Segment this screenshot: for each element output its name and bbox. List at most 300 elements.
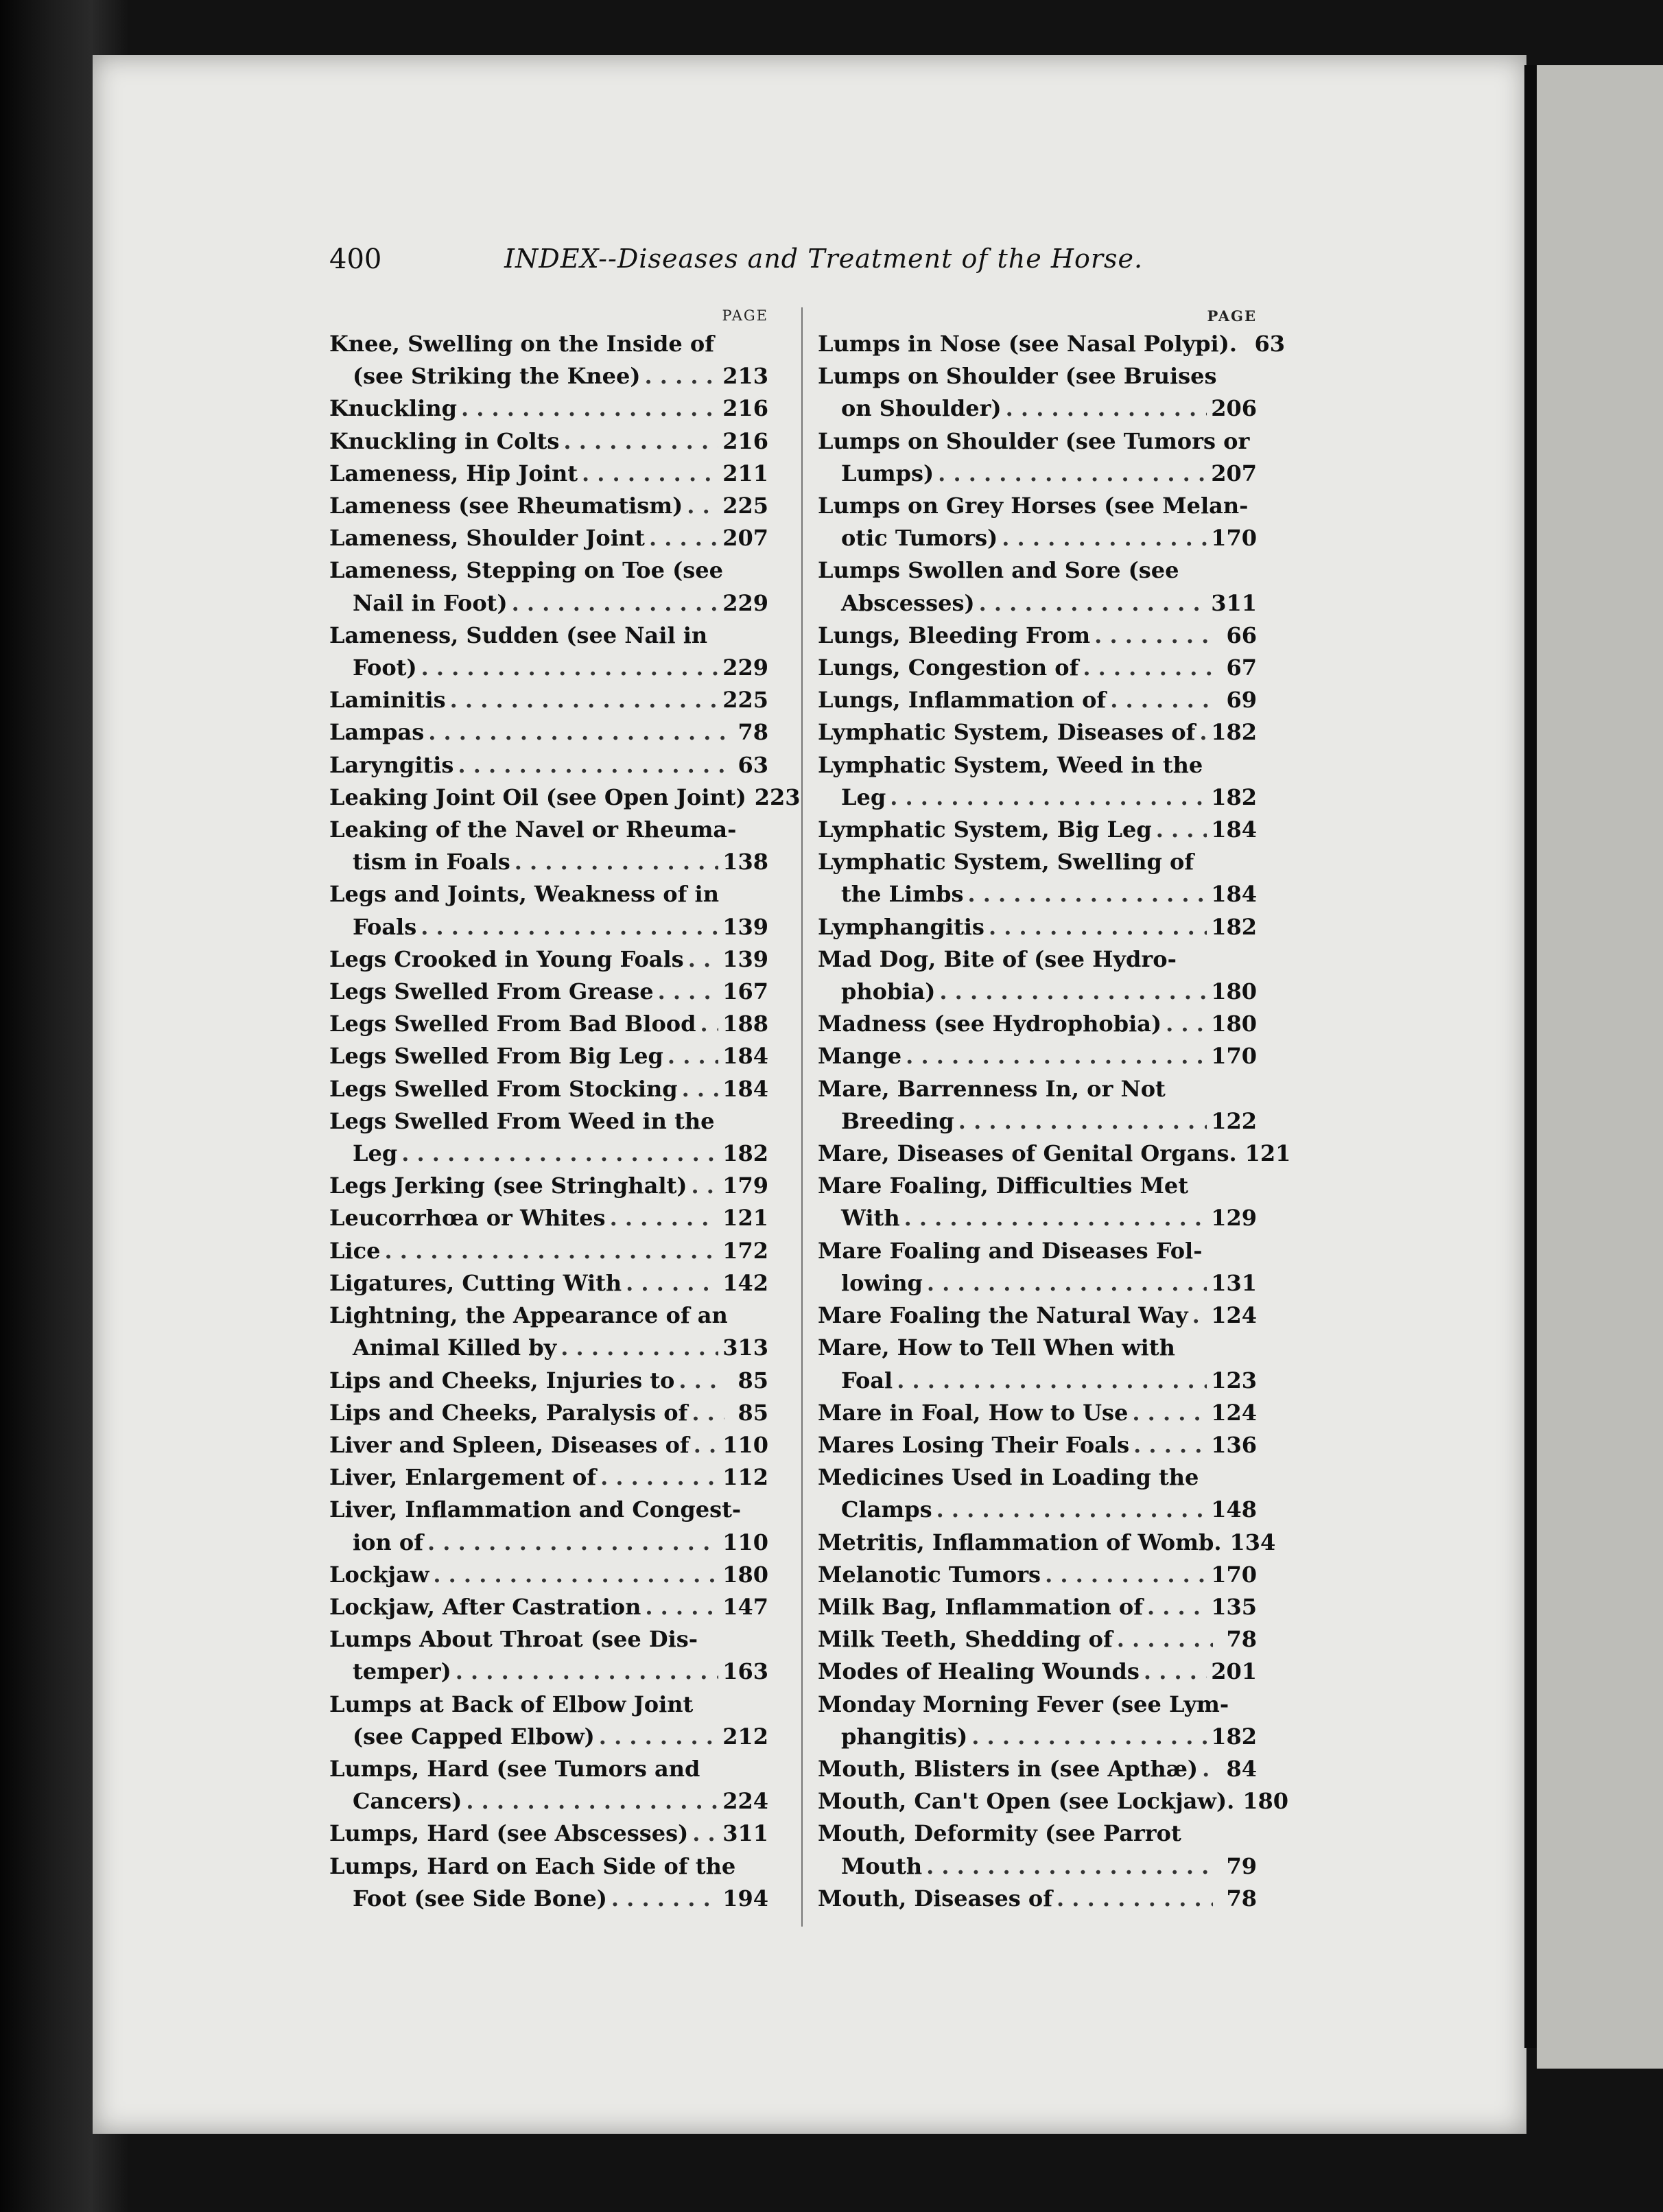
index-entry-text: Milk Bag, Inflammation of [818, 1593, 1143, 1620]
index-entry-text: (see Capped Elbow) [353, 1723, 595, 1750]
index-entry [329, 1591, 768, 1623]
index-page-ref: 172 [722, 1237, 768, 1264]
index-page-ref: 63 [738, 751, 768, 778]
index-entry-text: Knee, Swelling on the Inside of [329, 331, 715, 357]
index-entry-text: Lungs, Bleeding From [818, 622, 1091, 648]
index-page-ref: 110 [722, 1431, 768, 1458]
index-entry-text: Laminitis [329, 687, 446, 714]
index-page-ref: 122 [1211, 1107, 1257, 1134]
dot-leader [611, 1883, 718, 1915]
index-entry [818, 425, 1257, 490]
index-entry [329, 878, 768, 943]
index-page-ref: 211 [722, 460, 768, 486]
index-page-ref: 194 [722, 1885, 768, 1911]
dot-leader [626, 1267, 718, 1299]
index-entry-line [329, 1656, 768, 1688]
dot-leader [645, 1591, 718, 1623]
index-entry-line [818, 458, 1257, 490]
index-page-ref: 167 [722, 978, 768, 1005]
index-page-ref: 225 [722, 493, 768, 519]
dot-leader [1057, 1883, 1213, 1915]
index-entry-text: Abscesses) [841, 589, 975, 616]
running-head [329, 244, 1454, 285]
index-entry-line [329, 1332, 768, 1364]
index-entry-line [818, 1591, 1257, 1623]
index-entry-text: With [841, 1205, 900, 1232]
dot-leader [1110, 684, 1213, 716]
index-entry-line [818, 1040, 1257, 1072]
index-entry-text: Lungs, Inflammation of [818, 687, 1107, 714]
index-entry-line [329, 1267, 768, 1299]
index-entry-line [329, 1527, 768, 1559]
index-entry [818, 911, 1257, 943]
index-entry-line [329, 1040, 768, 1072]
index-entry [329, 1397, 768, 1429]
index-page-ref: 66 [1226, 622, 1257, 648]
index-entry [329, 1753, 768, 1817]
dot-leader [692, 1397, 724, 1429]
index-entry-line [818, 1332, 1257, 1364]
index-entry-line [818, 1202, 1257, 1234]
index-entry-line [329, 846, 768, 878]
index-page-ref: 63 [1254, 331, 1285, 357]
index-page-ref: 225 [722, 687, 768, 714]
index-page-ref: 170 [1211, 1561, 1257, 1588]
index-entry-line [818, 392, 1257, 425]
index-entry-text: Lightning, the Appearance of an [329, 1302, 728, 1329]
index-entry-text: Medicines Used in Loading the [818, 1464, 1199, 1491]
index-entry [329, 1170, 768, 1202]
running-title: INDEX--Diseases and Treatment of the Horse. [504, 244, 1144, 274]
index-entry [329, 458, 768, 490]
dot-leader [649, 522, 718, 554]
column-divider [801, 307, 803, 1927]
index-entry-text: Breeding [841, 1107, 954, 1134]
index-entry [329, 1299, 768, 1364]
dot-leader [1006, 392, 1207, 425]
index-entry-line [818, 749, 1257, 781]
dot-leader [1045, 1559, 1207, 1591]
dot-leader [658, 976, 719, 1008]
index-entry-line [329, 1817, 768, 1850]
index-entry [818, 360, 1257, 425]
index-entry [329, 1623, 768, 1688]
dot-leader [1202, 1753, 1213, 1785]
index-entry [329, 781, 801, 814]
index-entry-text: Lungs, Congestion of [818, 655, 1079, 681]
dot-leader [890, 781, 1207, 814]
dot-leader [401, 1138, 718, 1170]
index-entry-line [329, 1073, 768, 1105]
index-entry-line [329, 522, 768, 554]
index-entry-text: (see Striking the Knee) [353, 363, 641, 390]
index-page-ref: 121 [1245, 1140, 1291, 1167]
dot-leader [971, 1721, 1207, 1753]
index-entry-line [818, 1397, 1257, 1429]
index-entry-text: Melanotic Tumors [818, 1561, 1041, 1588]
index-entry-text: Lampas [329, 719, 425, 746]
index-entry-text: Foot (see Side Bone) [353, 1885, 607, 1911]
index-entry-text: Lumps, Hard (see Tumors and [329, 1755, 700, 1782]
dot-leader [967, 878, 1207, 910]
index-entry-text: Laryngitis [329, 751, 454, 778]
index-entry-line [329, 976, 768, 1008]
index-entry-text: Mares Losing Their Foals [818, 1431, 1130, 1458]
index-entry-line [818, 360, 1257, 392]
entry-list [818, 328, 1291, 1915]
index-entry [818, 554, 1257, 619]
index-entry-text: Legs Swelled From Stocking [329, 1075, 678, 1102]
index-entry-text: Lumps on Shoulder (see Bruises [818, 363, 1217, 390]
index-page-ref: 182 [1211, 1723, 1257, 1750]
index-entry-line [818, 684, 1257, 716]
index-entry-line [329, 911, 768, 943]
index-page-ref: 229 [722, 655, 768, 681]
index-entry [329, 490, 768, 522]
index-page-ref: 180 [1242, 1788, 1289, 1815]
index-entry [329, 1850, 768, 1915]
index-entry-text: Lips and Cheeks, Injuries to [329, 1367, 675, 1393]
index-entry-text: Liver, Inflammation and Congest- [329, 1496, 742, 1523]
index-entry-line [329, 1559, 768, 1591]
index-entry [818, 716, 1257, 749]
dot-leader [466, 1785, 718, 1817]
index-page-ref: 207 [1211, 460, 1257, 486]
index-page-ref: 131 [1211, 1269, 1257, 1296]
dot-leader [450, 684, 719, 716]
index-entry-line [329, 620, 768, 652]
index-page-ref: 139 [722, 945, 768, 972]
index-entry-text: Lumps) [841, 460, 934, 486]
index-page-ref: 179 [722, 1173, 768, 1199]
dot-leader [427, 1527, 718, 1559]
index-entry-line [818, 1365, 1257, 1397]
index-page-ref: 180 [722, 1561, 768, 1588]
index-entry-line [329, 1494, 768, 1526]
index-entry-text: on Shoulder) [841, 395, 1002, 422]
dot-leader [694, 1429, 719, 1461]
dot-leader [1166, 1008, 1207, 1040]
dot-leader [421, 652, 719, 684]
index-entry-text: Lymphangitis [818, 913, 984, 940]
index-entry-line [818, 1850, 1257, 1883]
index-entry [329, 1105, 768, 1170]
index-entry-line [329, 554, 768, 587]
index-page [93, 55, 1526, 2134]
page-gutter-edge [1524, 65, 1537, 2048]
index-entry [329, 1494, 768, 1558]
dot-leader [688, 943, 719, 976]
page-column-label: PAGE [1207, 307, 1257, 325]
dot-leader [904, 1202, 1207, 1234]
index-entry-line [329, 1138, 768, 1170]
index-entry-text: Lameness, Stepping on Toe (see [329, 557, 723, 584]
index-entry [329, 976, 768, 1008]
index-entry-text: Mouth, Can't Open (see Lockjaw). [818, 1788, 1235, 1815]
index-entry-line [329, 1170, 768, 1202]
index-page-ref: 212 [722, 1723, 768, 1750]
index-entry-line [818, 1429, 1257, 1461]
index-entry-line [818, 911, 1257, 943]
dot-leader [668, 1040, 718, 1072]
index-entry [329, 620, 768, 684]
index-entry-line [329, 878, 768, 910]
index-entry-text: Mouth, Deformity (see Parrot [818, 1820, 1181, 1847]
index-page-ref: 112 [722, 1464, 768, 1491]
index-entry-text: Lameness, Shoulder Joint [329, 525, 645, 552]
index-entry [818, 1332, 1257, 1396]
index-entry-text: Lymphatic System, Swelling of [818, 849, 1194, 875]
index-entry [818, 1073, 1257, 1138]
index-entry-text: Lumps Swollen and Sore (see [818, 557, 1179, 584]
index-page-ref: 110 [722, 1529, 768, 1555]
index-entry-line [818, 1461, 1257, 1494]
index-entry [818, 684, 1257, 716]
index-entry-text: Leg [841, 784, 886, 810]
index-page-ref: 184 [1211, 816, 1257, 843]
index-entry-text: Mare Foaling the Natural Way [818, 1302, 1188, 1329]
index-entry-text: Lumps About Throat (see Dis- [329, 1626, 698, 1653]
index-entry-text: Lice [329, 1237, 381, 1264]
index-entry-line [818, 1267, 1257, 1299]
dot-leader [563, 425, 718, 458]
index-entry-line [329, 1008, 768, 1040]
index-entry [818, 652, 1257, 684]
index-entry-line [329, 684, 768, 716]
index-entry [329, 716, 768, 749]
dot-leader [610, 1202, 719, 1234]
index-entry-text: Foot) [353, 655, 417, 681]
index-page-ref: 138 [722, 849, 768, 875]
index-page-ref: 170 [1211, 1043, 1257, 1070]
index-entry-line [329, 814, 768, 846]
index-entry [818, 1461, 1257, 1526]
dot-leader [1144, 1656, 1207, 1688]
index-entry-line [818, 1623, 1257, 1656]
index-entry-line [818, 1656, 1257, 1688]
index-page-ref: 78 [1226, 1626, 1257, 1653]
index-entry [329, 684, 768, 716]
index-entry-line [329, 458, 768, 490]
entry-list [329, 328, 801, 1915]
index-entry-text: Mare, Barrenness In, or Not [818, 1075, 1166, 1102]
index-entry [818, 1299, 1257, 1332]
index-entry-line [329, 1689, 768, 1721]
dot-leader [938, 458, 1207, 490]
index-entry-line [329, 1397, 768, 1429]
dot-leader [687, 490, 718, 522]
index-entry [329, 1040, 768, 1072]
index-entry-text: phobia) [841, 978, 936, 1005]
index-entry-text: Lumps on Shoulder (see Tumors or [818, 427, 1250, 454]
index-entry-text: Legs Swelled From Grease [329, 978, 654, 1005]
index-page-ref: 79 [1226, 1852, 1257, 1879]
index-entry-text: temper) [353, 1658, 451, 1685]
index-entry-text: Knuckling in Colts [329, 427, 560, 454]
index-entry-text: Legs and Joints, Weakness of in [329, 881, 719, 908]
index-entry-line [329, 1461, 768, 1494]
index-page-ref: 135 [1211, 1593, 1257, 1620]
index-entry-line [818, 976, 1257, 1008]
index-entry-line [818, 620, 1257, 652]
index-page-ref: 121 [722, 1205, 768, 1232]
dot-leader [1083, 652, 1213, 684]
index-entry-text: Leucorrhœa or Whites [329, 1205, 606, 1232]
index-entry-text: Lameness, Sudden (see Nail in [329, 622, 708, 648]
dot-leader [428, 716, 724, 749]
index-entry-text: Animal Killed by [353, 1334, 557, 1361]
index-entry [329, 814, 768, 878]
index-entry [329, 1267, 768, 1299]
dot-leader [456, 1656, 718, 1688]
index-entry [818, 1235, 1257, 1299]
index-entry-line [818, 1721, 1257, 1753]
dot-leader [385, 1235, 719, 1267]
index-entry-text: Foals [353, 913, 417, 940]
index-entry-line [818, 587, 1257, 620]
index-entry-line [329, 1235, 768, 1267]
index-entry-line [818, 425, 1257, 458]
index-entry [329, 554, 768, 619]
index-entry-line [329, 652, 768, 684]
index-entry [818, 749, 1257, 814]
index-entry-text: Mouth, Diseases of [818, 1885, 1053, 1911]
index-entry-text: tism in Foals [353, 849, 510, 875]
index-entry [329, 1817, 768, 1850]
index-entry-line [818, 1817, 1257, 1850]
page-column-label: PAGE [722, 307, 768, 324]
index-page-ref: 229 [722, 589, 768, 616]
index-page-ref: 207 [722, 525, 768, 552]
index-entry [818, 1040, 1257, 1072]
index-entry-line [818, 1753, 1257, 1785]
index-entry-text: Milk Teeth, Shedding of [818, 1626, 1113, 1653]
index-entry-line [818, 943, 1257, 976]
dot-leader [1156, 814, 1207, 846]
index-entry-line [329, 1785, 768, 1817]
index-entry-line [329, 392, 768, 425]
dot-leader [692, 1817, 718, 1850]
index-entry-line [329, 1883, 768, 1915]
index-entry-text: Lumps on Grey Horses (see Melan- [818, 493, 1249, 519]
index-entry-text: ion of [353, 1529, 424, 1555]
index-entry-text: Ligatures, Cutting With [329, 1269, 622, 1296]
index-entry [818, 1170, 1257, 1234]
dot-leader [700, 1008, 719, 1040]
dot-leader [582, 458, 718, 490]
index-page-ref: 84 [1226, 1755, 1257, 1782]
dot-leader [1002, 522, 1207, 554]
index-entry-line [818, 814, 1257, 846]
dot-leader [679, 1365, 724, 1397]
index-entry-text: Madness (see Hydrophobia) [818, 1011, 1162, 1037]
dot-leader [958, 1105, 1207, 1138]
index-entry-text: Mad Dog, Bite of (see Hydro- [818, 945, 1177, 972]
index-page-ref: 85 [738, 1399, 768, 1426]
index-column-left [329, 307, 801, 1915]
index-entry [818, 1429, 1257, 1461]
dot-leader [458, 749, 724, 781]
index-entry [818, 1623, 1257, 1656]
index-page-ref: 134 [1229, 1529, 1276, 1555]
index-entry-line [329, 1591, 768, 1623]
index-page-ref: 223 [754, 784, 801, 810]
dot-leader [979, 587, 1207, 620]
index-entry-line [818, 522, 1257, 554]
index-entry [818, 1753, 1257, 1785]
index-entry-text: Monday Morning Fever (see Lym- [818, 1691, 1229, 1717]
index-page-ref: 188 [722, 1011, 768, 1037]
index-entry-text: Legs Jerking (see Stringhalt) [329, 1173, 687, 1199]
dot-leader [936, 1494, 1207, 1526]
dot-leader [927, 1267, 1207, 1299]
index-entry-text: Lameness (see Rheumatism) [329, 493, 683, 519]
index-page-ref: 129 [1211, 1205, 1257, 1232]
index-page-ref: 147 [722, 1593, 768, 1620]
index-entry [818, 1397, 1257, 1429]
index-entry-line [818, 1299, 1257, 1332]
index-entry-line [329, 328, 768, 360]
index-entry [818, 1008, 1257, 1040]
index-entry-text: the Limbs [841, 881, 964, 908]
dot-leader [682, 1073, 719, 1105]
index-entry [329, 1202, 768, 1234]
index-entry-line [818, 846, 1257, 878]
index-entry [329, 328, 768, 392]
index-page-ref: 180 [1211, 978, 1257, 1005]
index-entry-text: phangitis) [841, 1723, 968, 1750]
dot-leader [989, 911, 1207, 943]
index-entry-line [329, 1299, 768, 1332]
index-entry-line [818, 716, 1257, 749]
index-entry-text: Lymphatic System, Diseases of [818, 719, 1196, 746]
index-page-ref: 182 [722, 1140, 768, 1167]
index-page-ref: 139 [722, 913, 768, 940]
index-entry-text: Liver, Enlargement of [329, 1464, 597, 1491]
index-entry-text: Modes of Healing Wounds [818, 1658, 1140, 1685]
index-entry-line [818, 652, 1257, 684]
index-page-ref: 182 [1211, 784, 1257, 810]
index-entry-text: Mare, How to Tell When with [818, 1334, 1175, 1361]
dot-leader [1132, 1397, 1207, 1429]
index-entry-line [329, 425, 768, 458]
index-entry-line [818, 781, 1257, 814]
index-entry-text: Leg [353, 1140, 398, 1167]
index-entry-line [329, 1202, 768, 1234]
index-entry-text: Legs Crooked in Young Foals [329, 945, 684, 972]
dot-leader [1133, 1429, 1207, 1461]
index-page-ref: 224 [722, 1788, 768, 1815]
index-entry-text: Leaking of the Navel or Rheuma- [329, 816, 737, 843]
index-entry-line [818, 1008, 1257, 1040]
dot-leader [512, 587, 719, 620]
index-entry-text: Mare Foaling, Difficulties Met [818, 1173, 1189, 1199]
index-entry-text: Legs Swelled From Big Leg [329, 1043, 663, 1070]
index-entry-line [818, 554, 1257, 587]
index-entry-line [818, 328, 1285, 360]
index-entry [818, 490, 1257, 554]
index-entry [329, 1235, 768, 1267]
dot-leader [561, 1332, 718, 1364]
index-entry-line [818, 1235, 1257, 1267]
adjacent-page-edge [1537, 65, 1663, 2069]
index-entry [329, 1073, 768, 1105]
index-entry [818, 1817, 1257, 1882]
index-entry [329, 1689, 768, 1753]
index-page-ref: 311 [722, 1820, 768, 1847]
index-entry [329, 1429, 768, 1461]
index-page-ref: 124 [1211, 1302, 1257, 1329]
